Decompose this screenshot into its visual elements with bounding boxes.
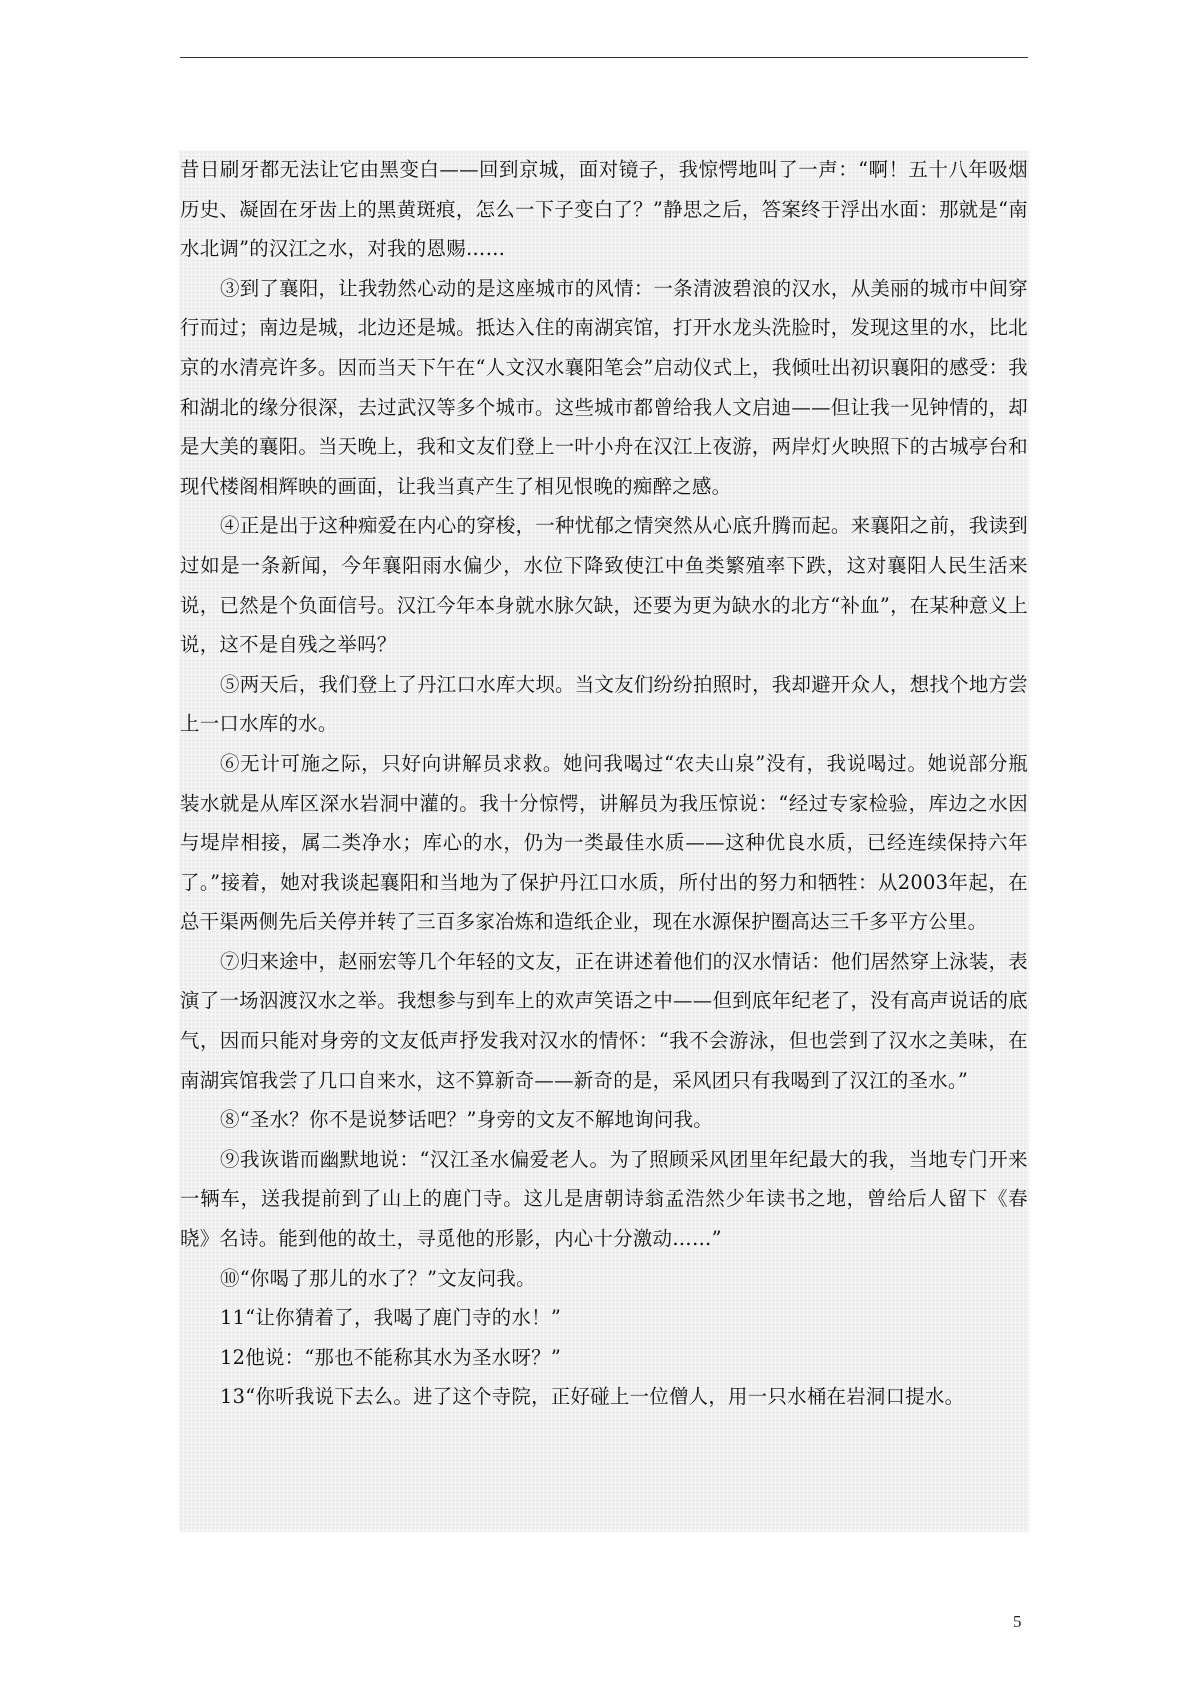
paragraph-9: ⑨我诙谐而幽默地说：“汉江圣水偏爱老人。为了照顾采风团里年纪最大的我，当地专门开来一辆车，送我提前到了山上的鹿门寺。这儿是唐朝诗翁孟浩然少年读书之地，曾给后人留下《春晓》名诗。能到他的故土，寻觅他的形影，内心十分激动……” <box>180 1147 1028 1251</box>
paragraph-continuation: 昔日刷牙都无法让它由黑变白——回到京城，面对镜子，我惊愕地叫了一声：“啊！五十八年吸烟历史、凝固在牙齿上的黑黄斑痕，怎么一下子变白了？”静思之后，答案终于浮出水面：那就是“南水北调”的汉江之水，对我的恩赐…… <box>180 158 1028 261</box>
paragraph-6: ⑥无计可施之际，只好向讲解员求救。她问我喝过“农夫山泉”没有，我说喝过。她说部分瓶装水就是从库区深水岩洞中灌的。我十分惊愕，讲解员为我压惊说：“经过专家检验，库边之水因与堤岸相接，属二类净水；库心的水，仍为一类最佳水质——这种优良水质，已经连续保持六年了。”接着，她对我谈起襄阳和当地为了保护丹江口水质，所付出的努力和牺牲：从2003年起，在总干渠两侧先后关停并转了三百多家冶炼和造纸企业，现在水源保护圈高达三千多平方公里。 <box>180 751 1028 934</box>
page-number: 5 <box>1013 1612 1022 1631</box>
header-rule <box>180 57 1028 58</box>
paragraph-11: 11“让你猜着了，我喝了鹿门寺的水！” <box>220 1306 562 1330</box>
article-body <box>179 150 1029 1532</box>
paragraph-10: ⑩“你喝了那儿的水了？”文友问我。 <box>220 1266 536 1290</box>
paragraph-5: ⑤两天后，我们登上了丹江口水库大坝。当文友们纷纷拍照时，我却避开众人，想找个地方尝上一口水库的水。 <box>180 672 1028 736</box>
paragraph-13: 13“你听我说下去么。进了这个寺院，正好碰上一位僧人，用一只水桶在岩洞口提水。 <box>220 1385 965 1409</box>
paragraph-7: ⑦归来途中，赵丽宏等几个年轻的文友，正在讲述着他们的汉水情话：他们居然穿上泳装，表演了一场泅渡汉水之举。我想参与到车上的欢声笑语之中——但到底年纪老了，没有高声说话的底气，因而只能对身旁的文友低声抒发我对汉水的情怀：“我不会游泳，但也尝到了汉水之美味，在南湖宾馆我尝了几口自来水，这不算新奇——新奇的是，采风团只有我喝到了汉江的圣水。” <box>180 949 1028 1092</box>
paragraph-8: ⑧“圣水？你不是说梦话吧？”身旁的文友不解地询问我。 <box>220 1108 713 1132</box>
paragraph-4: ④正是出于这种痴爱在内心的穿梭，一种忧郁之情突然从心底升腾而起。来襄阳之前，我读到过如是一条新闻，今年襄阳雨水偏少，水位下降致使江中鱼类繁殖率下跌，这对襄阳人民生活来说，已然是个负面信号。汉江今年本身就水脉欠缺，还要为更为缺水的北方“补血”，在某种意义上说，这不是自残之举吗？ <box>180 514 1028 657</box>
paragraph-12: 12他说：“那也不能称其水为圣水呀？” <box>220 1345 562 1369</box>
paragraph-3: ③到了襄阳，让我勃然心动的是这座城市的风情：一条清波碧浪的汉水，从美丽的城市中间穿行而过；南边是城，北边还是城。抵达入住的南湖宾馆，打开水龙头洗脸时，发现这里的水，比北京的水清亮许多。因而当天下午在“人文汉水襄阳笔会”启动仪式上，我倾吐出初识襄阳的感受：我和湖北的缘分很深，去过武汉等多个城市。这些城市都曾给我人文启迪——但让我一见钟情的，却是大美的襄阳。当天晚上，我和文友们登上一叶小舟在汉江上夜游，两岸灯火映照下的古城亭台和现代楼阁相辉映的画面，让我当真产生了相见恨晚的痴醉之感。 <box>180 276 1028 498</box>
